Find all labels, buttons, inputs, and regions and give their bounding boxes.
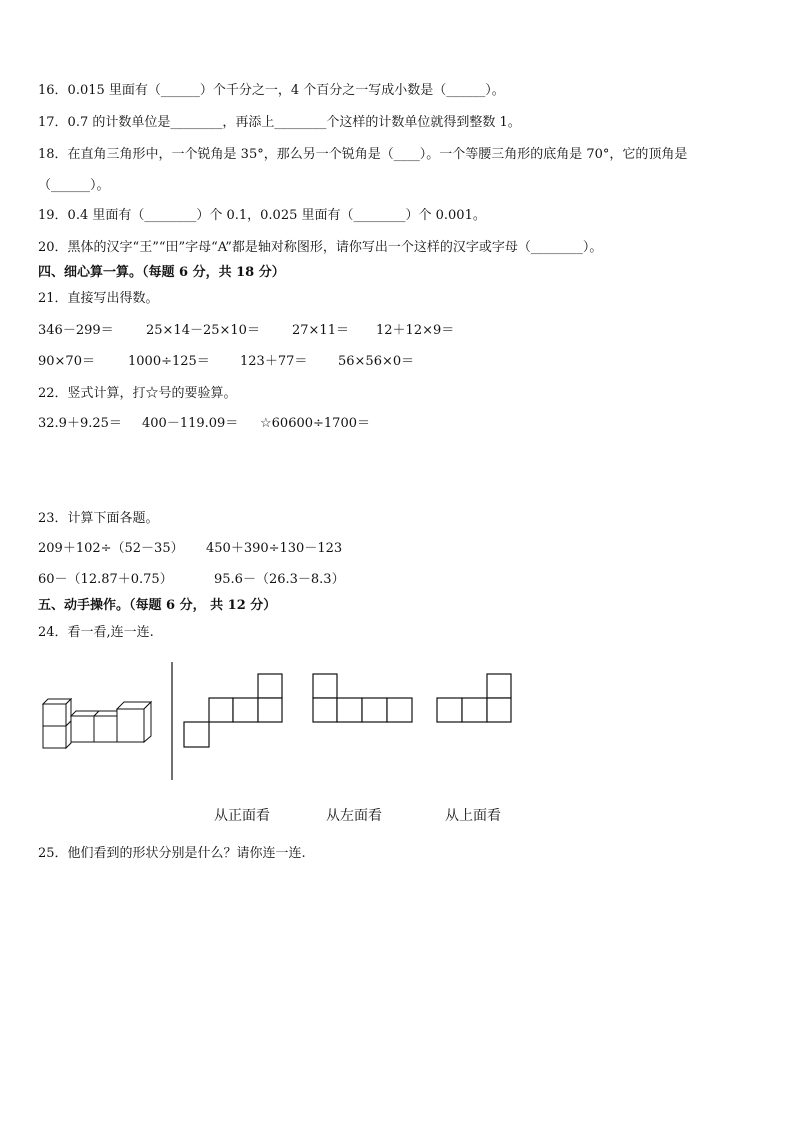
q23-item: 450＋390÷130－123 — [206, 541, 343, 556]
question-17: 17．0.7 的计数单位是________，再添上________个这样的计数单位就得到整数 1。 — [38, 115, 521, 130]
question-16: 16．0.015 里面有（______）个千分之一，4 个百分之一写成小数是（______）。 — [38, 83, 505, 98]
section-4-heading: 四、细心算一算。（每题 6 分，共 18 分） — [38, 265, 285, 280]
question-21: 21．直接写出得数。 — [38, 291, 159, 306]
question-18-line2: （______）。 — [38, 178, 110, 193]
q23-item: 209＋102÷（52－35） — [38, 541, 184, 556]
question-24: 24．看一看,连一连. — [38, 625, 154, 640]
section-5-heading: 五、动手操作。（每题 6 分， 共 12 分） — [38, 598, 277, 613]
q21-item: 12＋12×9＝ — [376, 323, 455, 338]
label-left-view: 从左面看 — [326, 808, 382, 824]
label-top-view: 从上面看 — [445, 808, 501, 824]
q21-item: 346－299＝ — [38, 323, 114, 338]
view-shape-1 — [184, 674, 282, 747]
view-shape-3 — [437, 674, 511, 722]
question-23: 23．计算下面各题。 — [38, 511, 159, 526]
q22-item: 32.9＋9.25＝ — [38, 416, 122, 431]
q21-item: 25×14－25×10＝ — [146, 323, 260, 338]
cube-arrangement — [43, 699, 151, 748]
q21-item: 27×11＝ — [292, 323, 349, 338]
q21-item: 1000÷125＝ — [128, 354, 210, 369]
q21-item: 90×70＝ — [38, 354, 95, 369]
view-shape-2 — [313, 674, 412, 722]
question-18-line1: 18．在直角三角形中，一个锐角是 35°，那么另一个锐角是（____）。一个等腰三角形的底角是 70°，它的顶角是 — [38, 147, 688, 162]
question-22: 22．竖式计算，打☆号的要验算。 — [38, 386, 237, 401]
question-25: 25．他们看到的形状分别是什么？请你连一连. — [38, 846, 306, 861]
q21-item: 123＋77＝ — [240, 354, 308, 369]
q23-item: 60－（12.87＋0.75） — [38, 572, 173, 587]
label-front-view: 从正面看 — [214, 808, 270, 824]
q22-item: ☆60600÷1700＝ — [260, 416, 370, 431]
question-20: 20．黑体的汉字“王”“田”字母“A”都是轴对称图形，请你写出一个这样的汉字或字母（________）。 — [38, 240, 603, 255]
question-19: 19．0.4 里面有（________）个 0.1，0.025 里面有（________）个 0.001。 — [38, 208, 486, 223]
q21-item: 56×56×0＝ — [338, 354, 415, 369]
q22-item: 400－119.09＝ — [142, 416, 239, 431]
q23-item: 95.6－（26.3－8.3） — [214, 572, 345, 587]
